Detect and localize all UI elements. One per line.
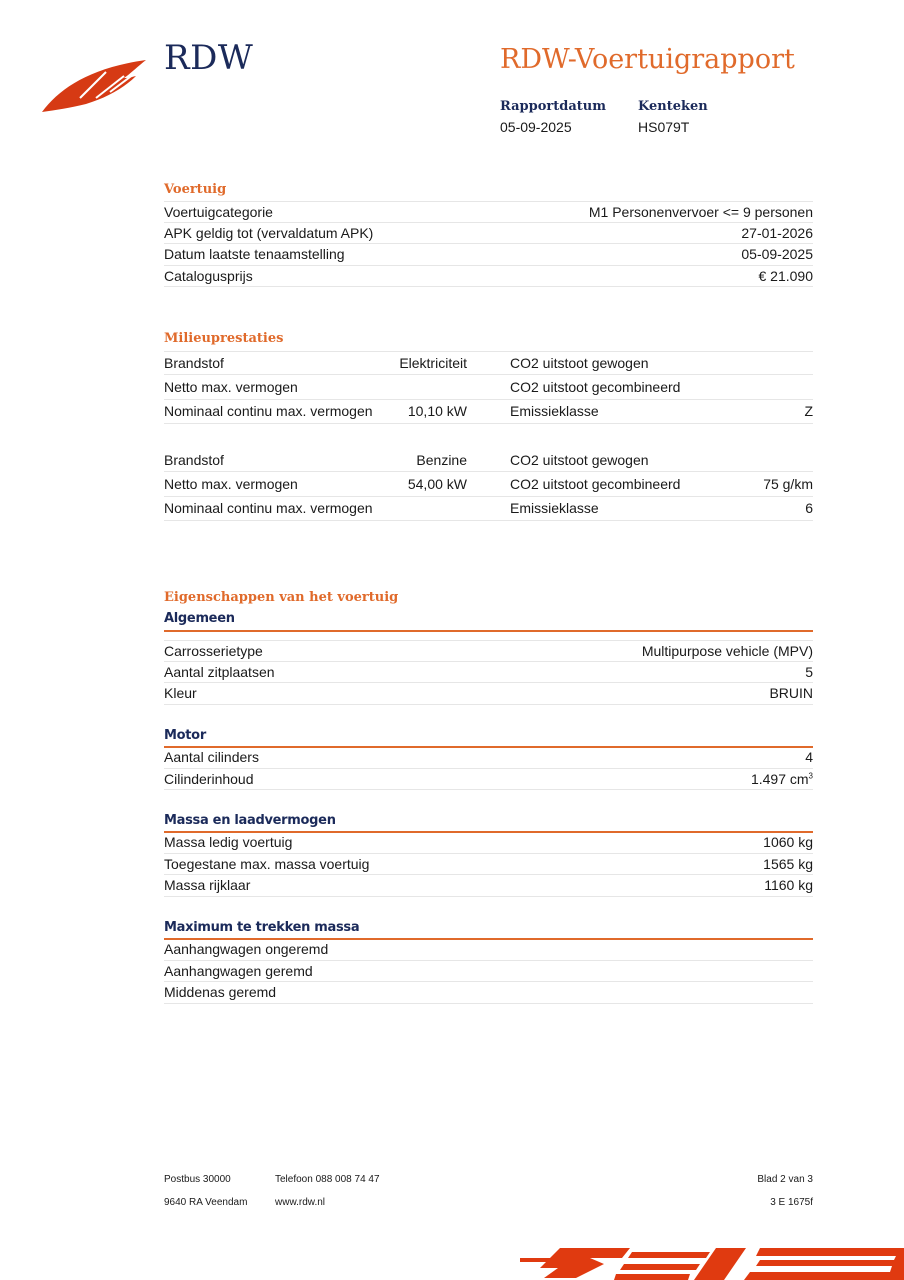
table-row: [164, 201, 813, 223]
row-label: Catalogusprijs: [164, 267, 253, 284]
table-row: [164, 683, 813, 705]
row-label: Aanhangwagen ongeremd: [164, 941, 329, 958]
row-value: 4: [805, 749, 813, 766]
row-label: Emissieklasse: [510, 403, 599, 420]
table-row: [164, 769, 813, 791]
section-divider: [164, 630, 813, 632]
table-row: [164, 747, 813, 769]
section-title-eigenschappen: Eigenschappen van het voertuig: [164, 590, 399, 605]
subsection-title-motor: Motor: [164, 728, 206, 743]
table-row: [164, 939, 813, 961]
brand-name: RDW: [164, 38, 254, 78]
table-row: [164, 662, 813, 684]
vehicle-table: [164, 201, 813, 287]
row-label: CO2 uitstoot gecombineerd: [510, 475, 681, 492]
row-label: Nominaal continu max. vermogen: [164, 403, 373, 420]
subsection-title-trekken: Maximum te trekken massa: [164, 920, 360, 935]
row-label: Cilinderinhoud: [164, 770, 254, 787]
section-title-milieu: Milieuprestaties: [164, 331, 284, 346]
footer-postbus: Postbus 30000: [164, 1174, 231, 1185]
row-label: Netto max. vermogen: [164, 475, 298, 492]
environment-table-petrol: [164, 448, 813, 521]
table-row: [164, 351, 813, 375]
license-plate-label: Kenteken: [638, 99, 708, 114]
row-value: BRUIN: [769, 685, 813, 702]
row-value: 1160 kg: [764, 877, 813, 894]
decorative-stripes-icon: [520, 1244, 904, 1280]
table-row: [164, 266, 813, 288]
row-value: 54,00 kW: [407, 475, 467, 492]
row-label: Massa rijklaar: [164, 877, 251, 894]
row-label: Emissieklasse: [510, 500, 599, 517]
subsection-title-massa: Massa en laadvermogen: [164, 813, 336, 828]
row-value: 10,10 kW: [407, 403, 467, 420]
footer-code: 3 E 1675f: [770, 1197, 813, 1208]
row-value: 1060 kg: [763, 834, 813, 851]
subsection-title-algemeen: Algemeen: [164, 611, 235, 626]
row-value: Multipurpose vehicle (MPV): [641, 642, 813, 659]
row-value: € 21.090: [758, 267, 813, 284]
table-row: [164, 875, 813, 897]
row-label: Middenas geremd: [164, 984, 277, 1001]
report-date-label: Rapportdatum: [500, 99, 606, 114]
row-label: Aantal zitplaatsen: [164, 663, 275, 680]
row-label: CO2 uitstoot gewogen: [510, 451, 649, 468]
table-row: [164, 854, 813, 876]
environment-table-electric: [164, 351, 813, 424]
row-label: Aantal cilinders: [164, 749, 259, 766]
row-label: Nominaal continu max. vermogen: [164, 500, 373, 517]
row-value: 05-09-2025: [741, 246, 813, 263]
license-plate-value: HS079T: [638, 119, 690, 135]
row-value: 75 g/km: [763, 475, 813, 492]
table-row: [164, 223, 813, 245]
engine-table: [164, 747, 813, 790]
row-value: Benzine: [416, 451, 467, 468]
row-label: Brandstof: [164, 451, 224, 468]
table-row: [164, 961, 813, 983]
row-label: Aanhangwagen geremd: [164, 962, 313, 979]
table-row: [164, 400, 813, 424]
row-label: Massa ledig voertuig: [164, 834, 293, 851]
footer-page: Blad 2 van 3: [757, 1174, 813, 1185]
table-row: [164, 497, 813, 521]
rdw-logo-icon: [40, 58, 150, 116]
row-value: M1 Personenvervoer <= 9 personen: [588, 203, 813, 220]
row-value: 5: [805, 663, 813, 680]
row-label: CO2 uitstoot gewogen: [510, 355, 649, 372]
table-row: [164, 448, 813, 472]
report-title: RDW-Voertuigrapport: [500, 44, 795, 75]
row-label: Brandstof: [164, 355, 224, 372]
table-row: [164, 375, 813, 399]
row-label: APK geldig tot (vervaldatum APK): [164, 224, 374, 241]
table-row: [164, 982, 813, 1004]
section-title-voertuig: Voertuig: [164, 182, 227, 197]
row-label: CO2 uitstoot gecombineerd: [510, 378, 681, 395]
row-label: Carrosserietype: [164, 642, 263, 659]
table-row: [164, 472, 813, 496]
row-value: 6: [805, 500, 813, 517]
row-value: 1.497 $cm^3$: [750, 770, 813, 787]
towing-table: [164, 939, 813, 1004]
row-label: Toegestane max. massa voertuig: [164, 855, 370, 872]
row-label: Netto max. vermogen: [164, 378, 298, 395]
mass-table: [164, 832, 813, 897]
row-value: 1565 kg: [763, 855, 813, 872]
footer-phone: Telefoon 088 008 74 47: [275, 1174, 380, 1185]
general-table: [164, 640, 813, 705]
row-value: Elektriciteit: [399, 355, 467, 372]
row-value: 27-01-2026: [741, 224, 813, 241]
footer-web: www.rdw.nl: [275, 1197, 326, 1208]
report-date-value: 05-09-2025: [500, 119, 572, 135]
footer-city: 9640 RA Veendam: [164, 1197, 248, 1208]
row-label: Kleur: [164, 685, 197, 702]
row-label: Voertuigcategorie: [164, 203, 273, 220]
table-row: [164, 832, 813, 854]
row-value: Z: [804, 403, 813, 420]
table-row: [164, 640, 813, 662]
row-label: Datum laatste tenaamstelling: [164, 246, 345, 263]
table-row: [164, 244, 813, 266]
